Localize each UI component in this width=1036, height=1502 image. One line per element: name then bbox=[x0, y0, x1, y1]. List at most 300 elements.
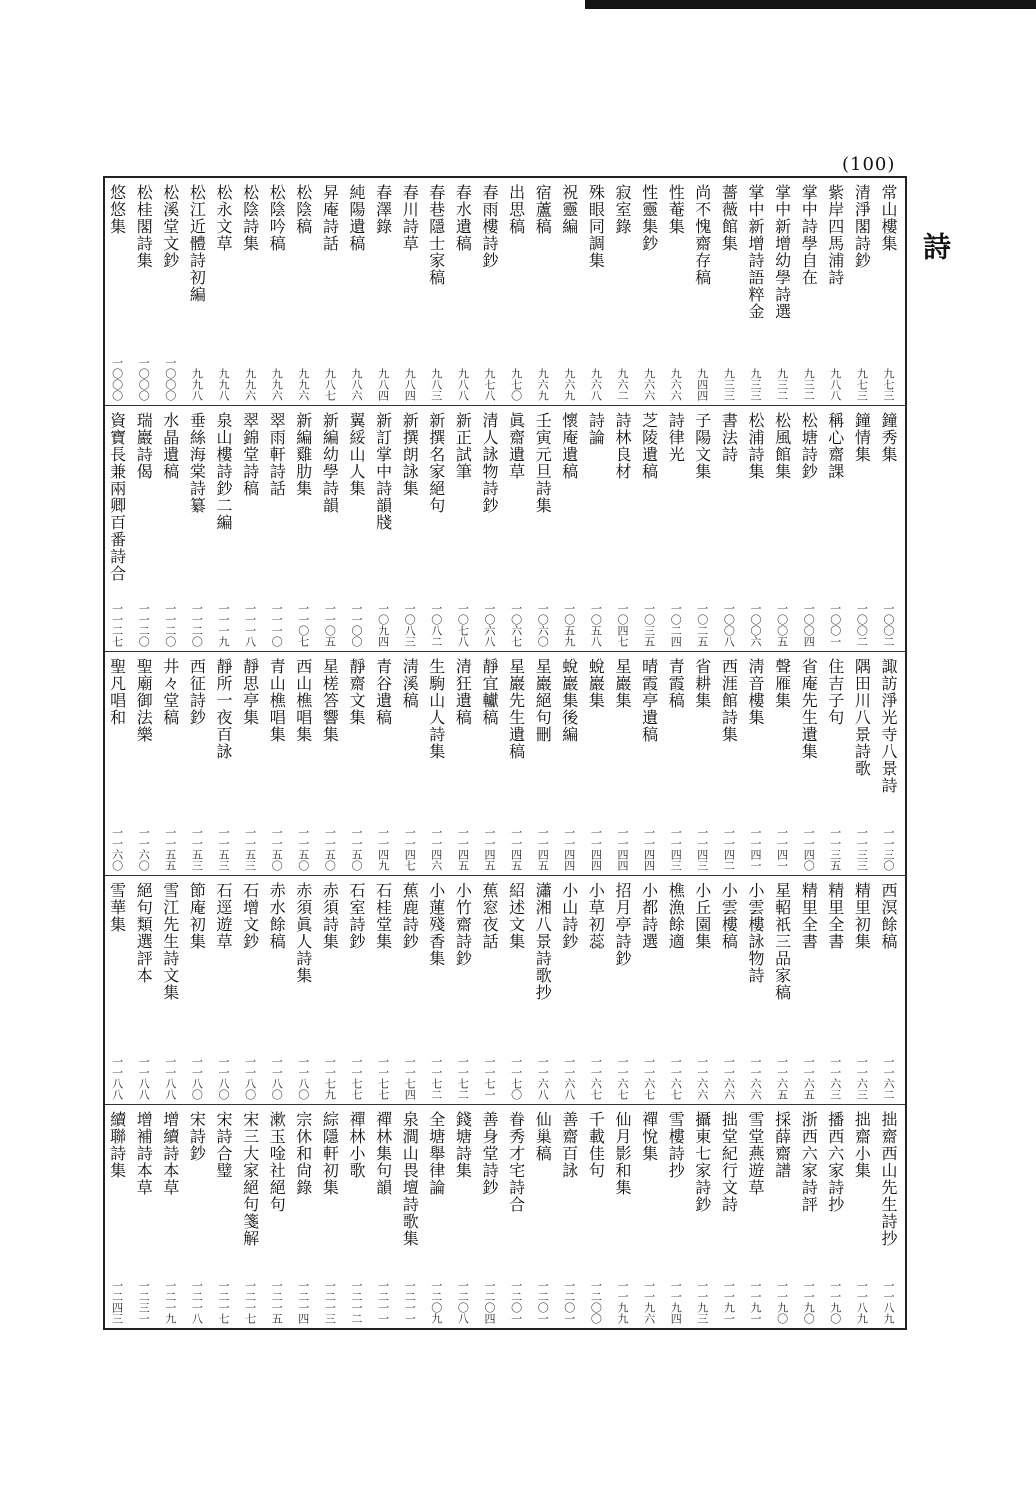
entry-page-number: 一一九〇 bbox=[775, 1280, 789, 1324]
entry-title: 殊眼同調集 bbox=[586, 184, 606, 269]
entry-title: 寂室錄 bbox=[613, 184, 632, 235]
entry-title: 昇庵詩話 bbox=[320, 184, 340, 252]
entry-title: 宋詩鈔 bbox=[187, 1111, 207, 1162]
index-entry bbox=[343, 406, 370, 651]
entry-page-number: 一〇〇五 bbox=[775, 603, 789, 647]
index-entry bbox=[210, 652, 237, 875]
entry-page-number: 一〇二五 bbox=[695, 603, 709, 647]
entry-page-number: 一二一九 bbox=[163, 1280, 177, 1324]
index-entry bbox=[769, 178, 796, 405]
entry-title: 雪堂燕遊草 bbox=[746, 1111, 765, 1196]
index-entry bbox=[582, 406, 609, 651]
index-entry bbox=[875, 652, 902, 875]
entry-page-number: 一一四三 bbox=[695, 827, 709, 871]
index-entry bbox=[715, 652, 742, 875]
entry-title: 資寶長兼兩卿百番詩合 bbox=[107, 412, 127, 582]
entry-page-number: 一二〇一 bbox=[509, 1280, 523, 1324]
entry-page-number: 一一四四 bbox=[562, 827, 576, 871]
entry-title: 赤水餘稿 bbox=[267, 882, 287, 950]
entry-title: 詩論 bbox=[586, 412, 606, 446]
index-entry bbox=[875, 178, 902, 405]
index-entry bbox=[449, 1105, 476, 1328]
index-entry bbox=[290, 1105, 317, 1328]
index-entry bbox=[875, 1105, 902, 1328]
entry-title: 子陽文集 bbox=[692, 412, 712, 480]
index-entry bbox=[636, 1105, 663, 1328]
index-entry bbox=[263, 652, 290, 875]
entry-page-number: 一二三一 bbox=[137, 1280, 151, 1324]
entry-page-number: 一一二〇 bbox=[163, 603, 177, 647]
entry-title: 壬寅元旦詩集 bbox=[533, 412, 553, 514]
entry-title: 青山樵唱集 bbox=[267, 658, 287, 743]
index-entry bbox=[449, 652, 476, 875]
index-entry bbox=[556, 876, 583, 1104]
entry-title: 小雲樓稿 bbox=[719, 882, 739, 950]
entry-title: 雪樓詩抄 bbox=[666, 1111, 686, 1179]
entry-page-number: 一一八〇 bbox=[190, 1056, 204, 1100]
index-entry bbox=[449, 178, 476, 405]
index-entry bbox=[636, 178, 663, 405]
entry-page-number: 一〇〇四 bbox=[802, 603, 816, 647]
index-entry bbox=[503, 652, 530, 875]
index-entry bbox=[556, 406, 583, 651]
entry-title: 浙西六家詩評 bbox=[799, 1111, 819, 1213]
entry-title: 悠悠集 bbox=[107, 184, 127, 235]
entry-title: 松陰詩集 bbox=[240, 184, 260, 252]
entry-title: 西溟餘稿 bbox=[879, 882, 898, 950]
entry-title: 蕉鹿詩鈔 bbox=[400, 882, 420, 950]
entry-page-number: 一〇三五 bbox=[642, 603, 656, 647]
entry-page-number: 一一九〇 bbox=[828, 1280, 842, 1324]
entry-title: 漱玉唫社絕句 bbox=[267, 1111, 287, 1213]
entry-page-number: 九三二 bbox=[775, 368, 789, 401]
index-table bbox=[103, 176, 907, 1330]
entry-page-number: 一〇四七 bbox=[616, 603, 629, 647]
index-entry bbox=[370, 1105, 397, 1328]
index-entry bbox=[609, 876, 636, 1104]
entry-page-number: 一一四二 bbox=[722, 827, 736, 871]
entry-page-number: 一一八〇 bbox=[296, 1056, 310, 1100]
entry-title: 小山詩鈔 bbox=[559, 882, 579, 950]
entry-title: 善齋百詠 bbox=[559, 1111, 579, 1179]
entry-page-number: 一一四六 bbox=[429, 827, 443, 871]
entry-title: 星巖絕句刪 bbox=[533, 658, 553, 743]
entry-title: 星巖先生遺稿 bbox=[506, 658, 526, 760]
entry-title: 小草初蕊 bbox=[586, 882, 606, 950]
entry-page-number: 九三三 bbox=[749, 368, 762, 401]
entry-title: 錢塘詩集 bbox=[453, 1111, 473, 1179]
index-entry bbox=[316, 652, 343, 875]
entry-page-number: 一一五五 bbox=[163, 827, 177, 871]
index-entry bbox=[556, 652, 583, 875]
entry-page-number: 九七〇 bbox=[509, 368, 523, 401]
entry-page-number: 一一四四 bbox=[589, 827, 603, 871]
entry-title: 全塘舉律論 bbox=[426, 1111, 446, 1196]
entry-title: 石增文鈔 bbox=[240, 882, 260, 950]
entry-page-number: 一〇六〇 bbox=[536, 603, 550, 647]
entry-title: 松陰稿 bbox=[293, 184, 313, 235]
entry-title: 禪林集句韻 bbox=[373, 1111, 393, 1196]
index-entry bbox=[316, 178, 343, 405]
index-entry bbox=[263, 406, 290, 651]
index-entry bbox=[449, 406, 476, 651]
entry-title: 紹述文集 bbox=[506, 882, 526, 950]
entry-title: 清狂遺稿 bbox=[453, 658, 473, 726]
index-entry bbox=[290, 876, 317, 1104]
index-entry bbox=[423, 178, 450, 405]
entry-title: 松永文草 bbox=[214, 184, 233, 252]
index-entry bbox=[609, 1105, 636, 1328]
entry-page-number: 一二一四 bbox=[296, 1280, 310, 1324]
entry-page-number: 九七三 bbox=[882, 368, 895, 401]
entry-page-number: 一一六三 bbox=[855, 1056, 869, 1100]
entry-title: 性靈集鈔 bbox=[639, 184, 659, 252]
index-entry bbox=[582, 178, 609, 405]
entry-page-number: 一一一九 bbox=[217, 603, 230, 647]
index-entry bbox=[795, 1105, 822, 1328]
entry-page-number: 九六八 bbox=[589, 368, 603, 401]
entry-title: 聖廟御法樂 bbox=[134, 658, 154, 743]
index-entry bbox=[742, 406, 769, 651]
entry-page-number: 一〇五八 bbox=[589, 603, 603, 647]
entry-page-number: 一一六八 bbox=[562, 1056, 576, 1100]
index-entry bbox=[822, 406, 849, 651]
entry-title: 西征詩鈔 bbox=[187, 658, 207, 726]
entry-title: 新撰名家絕句 bbox=[426, 412, 446, 514]
entry-title: 星槎答響集 bbox=[320, 658, 340, 743]
entry-page-number: 一二〇八 bbox=[456, 1280, 470, 1324]
entry-title: 省庵先生遺集 bbox=[799, 658, 819, 760]
entry-page-number: 一二〇〇 bbox=[589, 1280, 603, 1324]
index-entry bbox=[290, 652, 317, 875]
entry-title: 禪悅集 bbox=[639, 1111, 659, 1162]
index-band-3 bbox=[105, 651, 905, 875]
entry-page-number: 一一二〇 bbox=[190, 603, 204, 647]
index-entry bbox=[396, 876, 423, 1104]
entry-page-number: 一一三三 bbox=[855, 827, 869, 871]
index-entry bbox=[210, 1105, 237, 1328]
index-entry bbox=[104, 652, 131, 875]
index-entry bbox=[476, 406, 503, 651]
index-entry bbox=[689, 178, 716, 405]
entry-page-number: 一一九六 bbox=[642, 1280, 656, 1324]
entry-title: 常山樓集 bbox=[879, 184, 898, 252]
index-entry bbox=[237, 876, 264, 1104]
entry-title: 宋三大家絕句箋解 bbox=[240, 1111, 260, 1247]
entry-page-number: 一二一一 bbox=[403, 1280, 417, 1324]
entry-page-number: 一〇〇二 bbox=[855, 603, 869, 647]
entry-page-number: 一一九〇 bbox=[802, 1280, 816, 1324]
entry-title: 泉山樓詩鈔二編 bbox=[214, 412, 233, 531]
entry-page-number: 一一七二 bbox=[429, 1056, 443, 1100]
index-entry bbox=[423, 652, 450, 875]
entry-page-number: 一一四三 bbox=[669, 827, 683, 871]
entry-page-number: 一一六〇 bbox=[137, 827, 151, 871]
entry-page-number: 一一八八 bbox=[137, 1056, 151, 1100]
entry-title: 翼綏山人集 bbox=[347, 412, 366, 497]
index-entry bbox=[130, 876, 157, 1104]
entry-page-number: 一二〇九 bbox=[429, 1280, 443, 1324]
entry-title: 千載佳句 bbox=[586, 1111, 606, 1179]
entry-title: 掌中詩學自在 bbox=[799, 184, 819, 286]
entry-page-number: 一一四五 bbox=[536, 827, 550, 871]
entry-page-number: 九八四 bbox=[376, 368, 390, 401]
index-entry bbox=[316, 876, 343, 1104]
entry-title: 精里全書 bbox=[825, 882, 845, 950]
entry-page-number: 一〇六七 bbox=[509, 603, 523, 647]
entry-title: 仙月影和集 bbox=[613, 1111, 632, 1196]
entry-title: 蛻巖集後編 bbox=[559, 658, 579, 743]
entry-page-number: 九三二 bbox=[802, 368, 816, 401]
entry-page-number: 九七八 bbox=[483, 368, 496, 401]
index-entry bbox=[848, 1105, 875, 1328]
index-entry bbox=[104, 178, 131, 405]
entry-page-number: 一二一二 bbox=[350, 1280, 363, 1324]
entry-title: 拙齋小集 bbox=[852, 1111, 872, 1179]
index-entry bbox=[715, 406, 742, 651]
index-entry bbox=[769, 406, 796, 651]
entry-page-number: 一一六五 bbox=[802, 1056, 816, 1100]
index-entry bbox=[423, 406, 450, 651]
index-entry bbox=[503, 178, 530, 405]
entry-page-number: 九八七 bbox=[323, 368, 337, 401]
index-entry bbox=[742, 178, 769, 405]
index-entry bbox=[343, 1105, 370, 1328]
index-entry bbox=[396, 652, 423, 875]
entry-page-number: 一〇八三 bbox=[403, 603, 417, 647]
entry-title: 增補詩本草 bbox=[134, 1111, 154, 1196]
index-entry bbox=[556, 1105, 583, 1328]
index-entry bbox=[370, 876, 397, 1104]
entry-title: 鐘秀集 bbox=[879, 412, 898, 463]
index-entry bbox=[183, 652, 210, 875]
entry-page-number: 九八三 bbox=[429, 368, 443, 401]
entry-page-number: 一一五〇 bbox=[350, 827, 363, 871]
index-entry bbox=[875, 406, 902, 651]
index-entry bbox=[609, 652, 636, 875]
index-entry bbox=[529, 876, 556, 1104]
entry-title: 詩律光 bbox=[666, 412, 686, 463]
entry-page-number: 一〇〇一 bbox=[828, 603, 842, 647]
entry-page-number: 一一六六 bbox=[695, 1056, 709, 1100]
entry-title: 生駒山人詩集 bbox=[426, 658, 446, 760]
entry-page-number: 一一六七 bbox=[669, 1056, 683, 1100]
entry-title: 播西六家詩抄 bbox=[825, 1111, 845, 1213]
index-entry bbox=[742, 1105, 769, 1328]
entry-page-number: 一一八〇 bbox=[217, 1056, 230, 1100]
entry-title: 純陽遺稿 bbox=[347, 184, 366, 252]
index-entry bbox=[104, 876, 131, 1104]
entry-page-number: 一〇〇〇 bbox=[110, 357, 124, 401]
entry-page-number: 一一九四 bbox=[669, 1280, 683, 1324]
index-entry bbox=[556, 178, 583, 405]
entry-title: 拙堂紀行文詩 bbox=[719, 1111, 739, 1213]
index-entry bbox=[742, 876, 769, 1104]
entry-title: 懷庵遺稿 bbox=[559, 412, 579, 480]
entry-page-number: 一一〇七 bbox=[296, 603, 310, 647]
entry-title: 淸音樓集 bbox=[746, 658, 765, 726]
entry-page-number: 一一三五 bbox=[828, 827, 842, 871]
index-entry bbox=[848, 178, 875, 405]
entry-page-number: 一一九九 bbox=[616, 1280, 629, 1324]
index-entry bbox=[290, 178, 317, 405]
entry-page-number: 一一七〇 bbox=[509, 1056, 523, 1100]
entry-page-number: 一二一三 bbox=[323, 1280, 337, 1324]
index-entry bbox=[689, 406, 716, 651]
index-entry bbox=[263, 876, 290, 1104]
entry-page-number: 九九六 bbox=[243, 368, 257, 401]
index-entry bbox=[636, 876, 663, 1104]
entry-title: 星軺祇三品家稿 bbox=[772, 882, 792, 1001]
entry-page-number: 九九八 bbox=[190, 368, 204, 401]
entry-title: 聲雁集 bbox=[772, 658, 792, 709]
index-entry bbox=[822, 1105, 849, 1328]
index-entry bbox=[157, 406, 184, 651]
entry-title: 瀟湘八景詩歌抄 bbox=[533, 882, 553, 1001]
entry-page-number: 九八六 bbox=[350, 368, 363, 401]
index-entry bbox=[183, 178, 210, 405]
entry-page-number: 一〇〇六 bbox=[749, 603, 762, 647]
entry-title: 瑞巖詩偈 bbox=[134, 412, 154, 480]
index-entry bbox=[848, 406, 875, 651]
index-entry bbox=[529, 1105, 556, 1328]
entry-page-number: 一一四五 bbox=[509, 827, 523, 871]
entry-title: 青谷遺稿 bbox=[373, 658, 393, 726]
index-entry bbox=[449, 876, 476, 1104]
index-entry bbox=[263, 178, 290, 405]
entry-title: 性菴集 bbox=[666, 184, 686, 235]
index-entry bbox=[662, 406, 689, 651]
index-entry bbox=[316, 406, 343, 651]
entry-page-number: 一一九三 bbox=[695, 1280, 709, 1324]
entry-page-number: 一〇〇八 bbox=[722, 603, 736, 647]
entry-title: 西山樵唱集 bbox=[293, 658, 313, 743]
entry-title: 祝靈編 bbox=[559, 184, 579, 235]
entry-page-number: 一一八八 bbox=[110, 1056, 124, 1100]
entry-page-number: 一〇九四 bbox=[376, 603, 390, 647]
index-entry bbox=[210, 876, 237, 1104]
index-band-5 bbox=[105, 1104, 905, 1328]
entry-page-number: 一一四五 bbox=[483, 827, 496, 871]
index-band-2 bbox=[105, 405, 905, 651]
entry-page-number: 九九六 bbox=[296, 368, 310, 401]
index-entry bbox=[503, 406, 530, 651]
entry-title: 出思稿 bbox=[506, 184, 526, 235]
index-entry bbox=[183, 406, 210, 651]
entry-page-number: 一〇七八 bbox=[456, 603, 470, 647]
index-entry bbox=[689, 652, 716, 875]
entry-title: 精里全書 bbox=[799, 882, 819, 950]
entry-title: 靜所一夜百詠 bbox=[214, 658, 233, 760]
index-entry bbox=[715, 1105, 742, 1328]
entry-page-number: 一一六五 bbox=[775, 1056, 789, 1100]
entry-page-number: 一一八九 bbox=[882, 1280, 895, 1324]
entry-title: 春水遺稿 bbox=[453, 184, 473, 252]
entry-page-number: 一一九一 bbox=[722, 1280, 736, 1324]
entry-title: 宗休和尙錄 bbox=[293, 1111, 313, 1196]
entry-page-number: 一〇二四 bbox=[669, 603, 683, 647]
entry-title: 松江近體詩初編 bbox=[187, 184, 207, 303]
entry-title: 清人詠物詩鈔 bbox=[480, 412, 499, 514]
entry-title: 採薛齋譜 bbox=[772, 1111, 792, 1179]
entry-title: 掌中新增詩語粹金 bbox=[746, 184, 765, 320]
entry-title: 西涯館詩集 bbox=[719, 658, 739, 743]
entry-title: 靜宜䡾稿 bbox=[480, 658, 499, 726]
entry-page-number: 一一〇五 bbox=[323, 603, 337, 647]
index-entry bbox=[662, 178, 689, 405]
entry-title: 靜齋文集 bbox=[347, 658, 366, 726]
index-entry bbox=[130, 652, 157, 875]
entry-title: 松風館集 bbox=[772, 412, 792, 480]
entry-page-number: 九四四 bbox=[695, 368, 709, 401]
entry-title: 雪江先生詩文集 bbox=[160, 882, 180, 1001]
entry-title: 掌中新增幼學詩選 bbox=[772, 184, 792, 320]
entry-title: 禪林小歌 bbox=[347, 1111, 366, 1179]
entry-title: 新編幼學詩韻 bbox=[320, 412, 340, 514]
entry-title: 石室詩鈔 bbox=[347, 882, 366, 950]
entry-title: 隅田川八景詩歌 bbox=[852, 658, 872, 777]
entry-page-number: 九九八 bbox=[217, 368, 230, 401]
entry-title: 春川詩草 bbox=[400, 184, 420, 252]
entry-title: 春雨樓詩鈔 bbox=[480, 184, 499, 269]
entry-page-number: 一〇〇〇 bbox=[137, 357, 151, 401]
index-entry bbox=[822, 178, 849, 405]
entry-page-number: 一一五三 bbox=[243, 827, 257, 871]
index-entry bbox=[636, 652, 663, 875]
entry-title: 仙巢稿 bbox=[533, 1111, 553, 1162]
index-entry bbox=[822, 876, 849, 1104]
entry-page-number: 一一六六 bbox=[749, 1056, 762, 1100]
entry-page-number: 一一四四 bbox=[642, 827, 656, 871]
entry-title: 綜隱軒初集 bbox=[320, 1111, 340, 1196]
index-entry bbox=[370, 178, 397, 405]
entry-title: 春澤錄 bbox=[373, 184, 393, 235]
entry-title: 眷秀才宅詩合 bbox=[506, 1111, 526, 1213]
entry-page-number: 九六二 bbox=[616, 368, 629, 401]
index-entry bbox=[689, 876, 716, 1104]
index-entry bbox=[715, 178, 742, 405]
page-number: (100) bbox=[842, 154, 896, 175]
entry-title: 稱心齋課 bbox=[825, 412, 845, 480]
entry-title: 清淨閣詩鈔 bbox=[852, 184, 872, 269]
entry-title: 泉澗山畏壇詩歌集 bbox=[400, 1111, 420, 1247]
entry-page-number: 一二四三 bbox=[110, 1280, 124, 1324]
index-entry bbox=[237, 406, 264, 651]
entry-title: 淸溪稿 bbox=[400, 658, 420, 709]
index-entry bbox=[316, 1105, 343, 1328]
entry-title: 宋詩合璧 bbox=[214, 1111, 233, 1179]
entry-title: 新編雞肋集 bbox=[293, 412, 313, 497]
entry-title: 芝陵遺稿 bbox=[639, 412, 659, 480]
entry-page-number: 一〇五九 bbox=[562, 603, 576, 647]
entry-page-number: 一一九一 bbox=[749, 1280, 762, 1324]
index-band-4 bbox=[105, 875, 905, 1104]
entry-title: 尚不愧齋存稿 bbox=[692, 184, 712, 286]
entry-title: 眞齋遺草 bbox=[506, 412, 526, 480]
index-entry bbox=[689, 1105, 716, 1328]
index-entry bbox=[130, 1105, 157, 1328]
index-entry bbox=[848, 876, 875, 1104]
entry-page-number: 一〇八二 bbox=[429, 603, 443, 647]
index-entry bbox=[396, 1105, 423, 1328]
entry-page-number: 九八八 bbox=[828, 368, 842, 401]
entry-title: 松浦詩集 bbox=[746, 412, 765, 480]
entry-title: 住吉子句 bbox=[825, 658, 845, 726]
index-entry bbox=[476, 178, 503, 405]
entry-page-number: 一一七一 bbox=[483, 1056, 496, 1100]
entry-title: 宿蘆稿 bbox=[533, 184, 553, 235]
entry-page-number: 一二一七 bbox=[243, 1280, 257, 1324]
